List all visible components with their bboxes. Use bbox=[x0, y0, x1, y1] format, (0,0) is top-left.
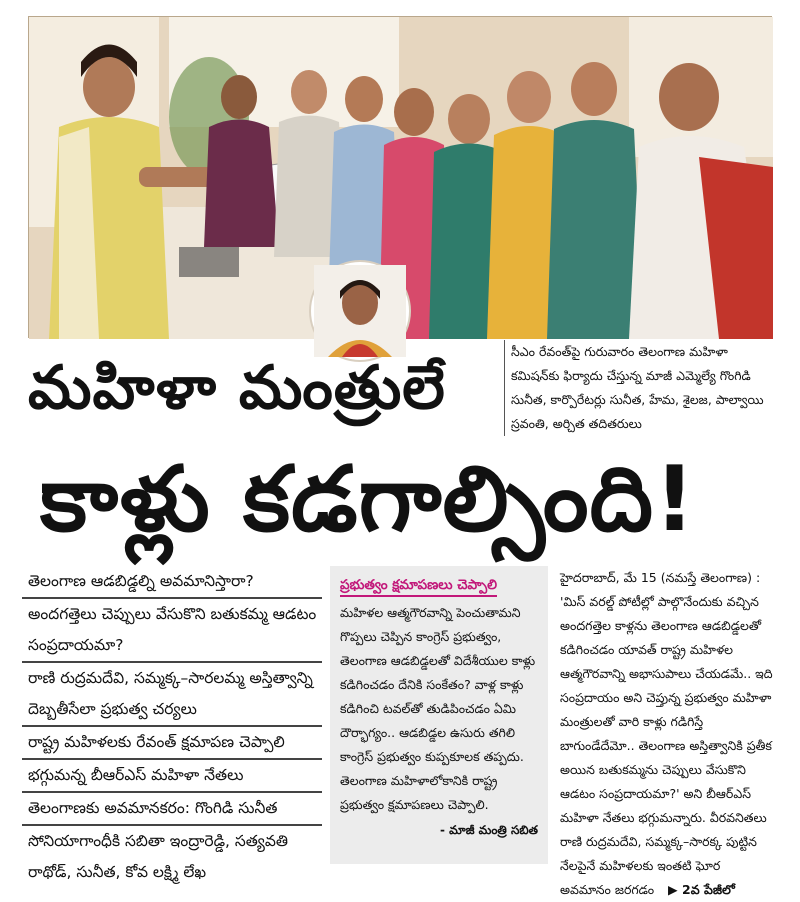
quote-box-title: ప్రభుత్వం క్షమాపణలు చెప్పాలి bbox=[340, 575, 497, 597]
inset-portrait bbox=[311, 262, 409, 360]
key-point: రాణి రుద్రమదేవి, సమ్మక్క–సారలమ్మ అస్తిత్వాన్ని దెబ్బతీసేలా ప్రభుత్వ చర్యలు bbox=[22, 661, 322, 725]
continued-link[interactable] bbox=[668, 878, 735, 902]
key-point: తెలంగాణకు అవమానకరం: గొంగిడి సునీత bbox=[22, 791, 322, 824]
article-column bbox=[560, 566, 774, 902]
article-body: హైదరాబాద్, మే 15 (నమస్తే తెలంగాణ) : 'మిస్ వరల్డ్ పోటీల్లో పాల్గొనేందుకు వచ్చిన అందగత్తెల కాళ్లను తెలంగాణ ఆడబిడ్డలతో కడిగించడం యావత్ రాష్ట్ర మహిళల ఆత్మగౌరవాన్ని అభాసుపాలు చేయడమే.. ఇది సంప్రదాయం అని చెప్తున్న ప్రభుత్వం మహిళా మంత్రులతో వారి కాళ్లు గడిగిస్తే బాగుండేదేమో.. తెలంగాణ అస్తిత్వానికి ప్రతీక అయిన బతుకమ్మను చెప్పులు వేసుకొని ఆడటం సంప్రదాయమా?' అని బీఆర్‌ఎస్ మహిళా నేతలు భగ్గుమన్నారు. వీరవనితలు రాణి రుద్రమదేవి, సమ్మక్క–సారక్క పుట్టిన నేలపైనే మహిళలకు ఇంతటి ఘోర అవమానం జరగడం bbox=[560, 570, 773, 897]
key-point: సోనియాగాంధీకి సబితా ఇంద్రారెడ్డి, సత్యవతి రాథోడ్, సునీత, కోవ లక్ష్మి లేఖ bbox=[22, 824, 322, 888]
quote-box-signature: - మాజీ మంత్రి సబిత bbox=[439, 823, 538, 837]
key-points-list bbox=[22, 566, 322, 888]
key-point: తెలంగాణ ఆడబిడ్డల్ని అవమానిస్తారా? bbox=[28, 572, 254, 590]
photo-caption: సీఎం రేవంత్‌పై గురువారం తెలంగాణ మహిళా కమిషన్‌కు ఫిర్యాదు చేస్తున్న మాజీ ఎమ్మెల్యే గొంగిడి సునీత, కార్పొరేటర్లు సునీత, హేమ, శైలజ, పాల్వాయి స్రవంతి, అర్చిత తదితరులు bbox=[504, 340, 770, 436]
arrow-right-icon: ▶ bbox=[668, 882, 678, 897]
quote-box bbox=[330, 566, 548, 864]
key-point: అందగత్తెలు చెప్పులు వేసుకొని బతుకమ్మ ఆడటం సంప్రదాయమా? bbox=[22, 597, 322, 661]
key-point: భగ్గుమన్న బీఆర్‌ఎస్ మహిళా నేతలు bbox=[22, 758, 322, 791]
portrait-illustration bbox=[314, 265, 406, 357]
headline-line-1: మహిళా మంత్రులే bbox=[28, 353, 446, 423]
continued-label: 2వ పేజీలో bbox=[682, 882, 735, 897]
quote-box-body: మహిళల ఆత్మగౌరవాన్ని పెంచుతామని గొప్పలు చెప్పిన కాంగ్రెస్ ప్రభుత్వం, తెలంగాణ ఆడబిడ్డలతో విదేశీయుల కాళ్లు కడిగించడం దేనికి సంకేతం? వాళ్ల కాళ్లు కడిగించి టవల్‌తో తుడిపించడం ఏమి దౌర్భాగ్యం.. ఆడబిడ్డల ఉసురు తగిలి కాంగ్రెస్ ప్రభుత్వం కుప్పకూలక తప్పదు. తెలంగాణ మహిళాలోకానికి రాష్ట్ర ప్రభుత్వం క్షమాపణలు చెప్పాలి. bbox=[340, 605, 536, 812]
headline-line-2: కాళ్లు కడగాల్సింది! bbox=[40, 447, 697, 552]
key-point: రాష్ట్ర మహిళలకు రేవంత్ క్షమాపణ చెప్పాలి bbox=[22, 725, 322, 758]
